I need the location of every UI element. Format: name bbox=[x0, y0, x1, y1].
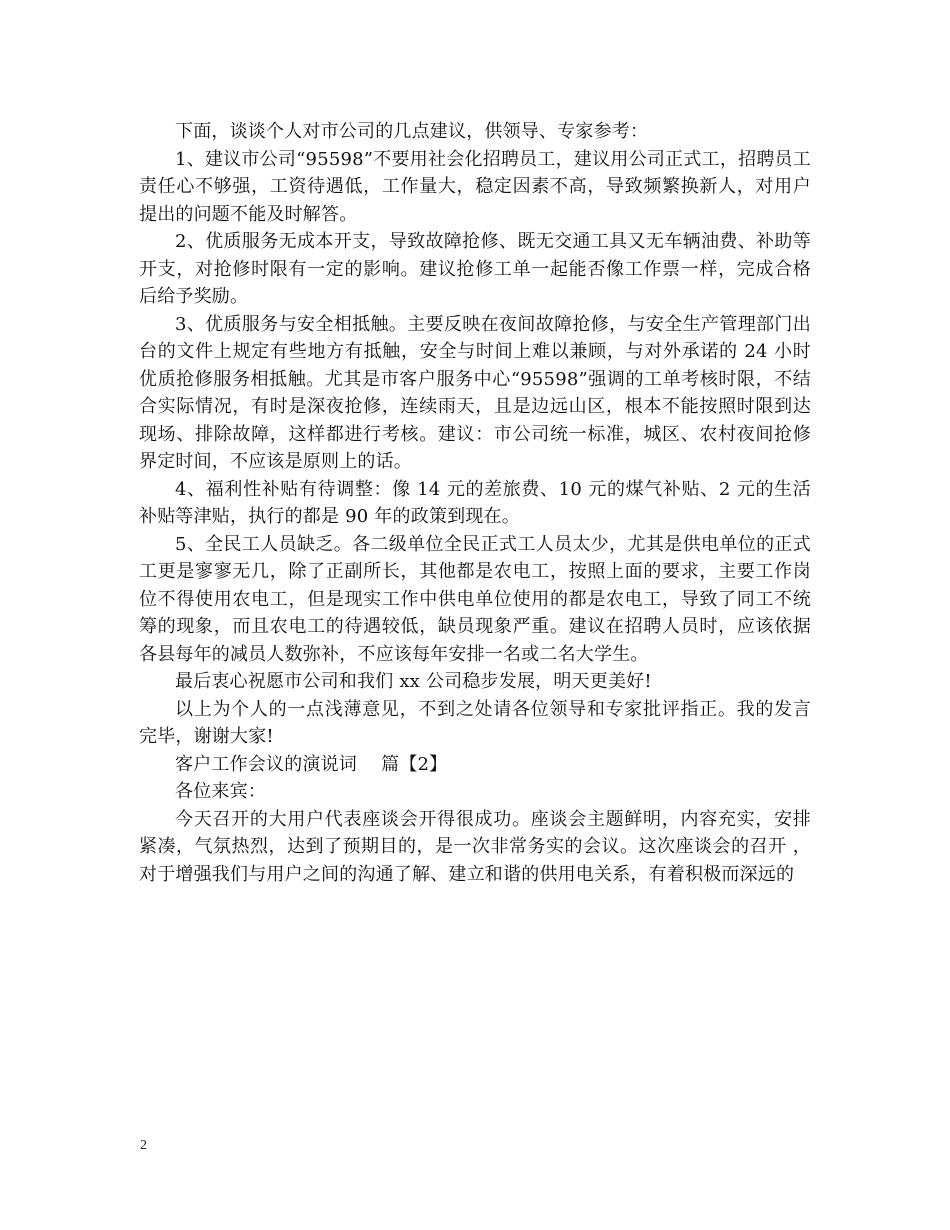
paragraph-closing-remarks: 以上为个人的一点浅薄意见，不到之处请各位领导和专家批评指正。我的发言完毕，谢谢大家! bbox=[139, 698, 811, 747]
paragraph-suggestion-1: 1、建议市公司“95598”不要用社会化招聘员工，建议用公司正式工，招聘员工责任心不够强，工资待遇低，工作量大，稳定因素不高，导致频繁换新人，对用户提出的问题不能及时解答。 bbox=[139, 148, 811, 225]
paragraph-suggestion-4: 4、福利性补贴有待调整：像 14 元的差旅费、10 元的煤气补贴、2 元的生活补贴等津贴，执行的都是 90 年的政策到现在。 bbox=[139, 478, 811, 527]
paragraph-suggestion-5: 5、全民工人员缺乏。各二级单位全民正式工人员太少，尤其是供电单位的正式工更是寥寥无几，除了正副所长，其他都是农电工，按照上面的要求，主要工作岗位不得使用农电工，但是现实工作中供电单位使用的都是农电工，导致了同工不统筹的现象，而且农电工的待遇较低，缺员现象严重。建议在招聘人员时，应该依据各县每年的减员人数弥补，不应该每年安排一名或二名大学生。 bbox=[139, 533, 811, 665]
paragraph-suggestion-2: 2、优质服务无成本开支，导致故障抢修、既无交通工具又无车辆油费、补助等开支，对抢修时限有一定的影响。建议抢修工单一起能否像工作票一样，完成合格后给予奖励。 bbox=[139, 231, 811, 307]
section-heading: 客户工作会议的演说词 篇【2】 bbox=[175, 753, 448, 775]
document-page-body bbox=[139, 118, 811, 888]
paragraph-speech-opening: 今天召开的大用户代表座谈会开得很成功。座谈会主题鲜明，内容充实，安排紧凑，气氛热烈，达到了预期目的，是一次非常务实的会议。这次座谈会的召开 ，对于增强我们与用户之间的沟通了解、建立和谐的供用电关系，有着积极而深远的 bbox=[139, 808, 811, 885]
paragraph-intro: 下面，谈谈个人对市公司的几点建议，供领导、专家参考： bbox=[175, 121, 649, 142]
paragraph-closing-wish: 最后衷心祝愿市公司和我们 xx 公司稳步发展，明天更美好! bbox=[175, 671, 652, 692]
page-number: 2 bbox=[140, 1138, 147, 1153]
paragraph-suggestion-3: 3、优质服务与安全相抵触。主要反映在夜间故障抢修，与安全生产管理部门出台的文件上规定有些地方有抵触，安全与时间上难以兼顾，与对外承诺的 24 小时优质抢修服务相抵触。尤其是市客户服务中心“95598”强调的工单考核时限，不结合实际情况，有时是深夜抢修，连续雨天，且是边远山区，根本不能按照时限到达现场、排除故障，这样都进行考核。建议：市公司统一标准，城区、农村夜间抢修界定时间，不应该是原则上的话。 bbox=[139, 313, 811, 472]
salutation: 各位来宾： bbox=[175, 781, 266, 802]
